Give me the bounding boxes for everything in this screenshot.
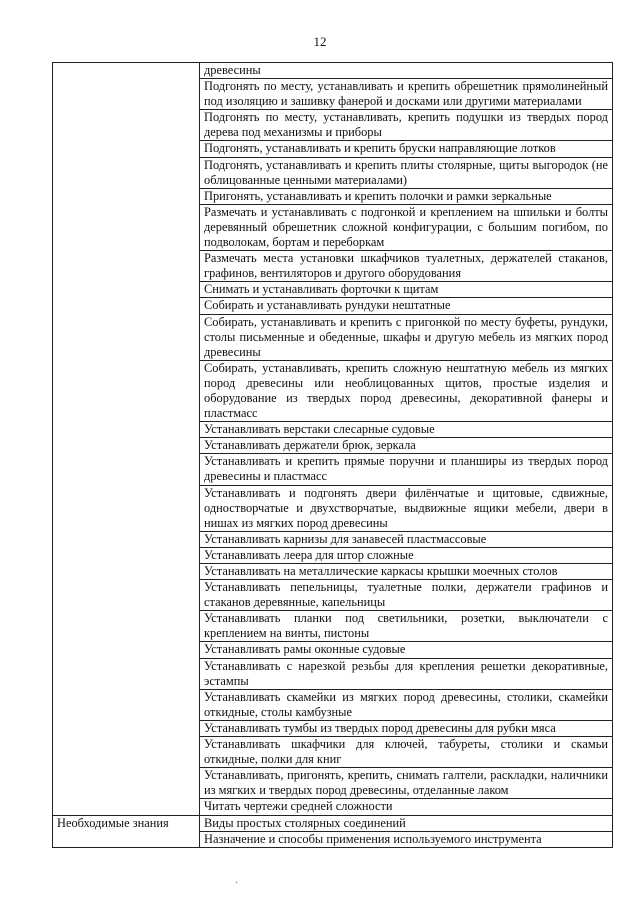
skill-item: Подгонять, устанавливать и крепить бруски направляющие лотков (200, 141, 613, 157)
skill-item: Устанавливать пепельницы, туалетные полки, держатели графинов и стаканов деревянные, капельницы (200, 580, 613, 611)
skill-item: Устанавливать, пригонять, крепить, снимать галтели, раскладки, наличники из мягких и твердых пород древесины, отделанные лаком (200, 768, 613, 799)
skill-item: Устанавливать планки под светильники, розетки, выключатели с креплением на винты, пистоны (200, 611, 613, 642)
skill-item: Пригонять, устанавливать и крепить полочки и рамки зеркальные (200, 188, 613, 204)
table-row (53, 815, 613, 831)
knowledge-item: Виды простых столярных соединений (200, 815, 613, 831)
skill-item: Устанавливать скамейки из мягких пород древесины, столики, скамейки откидные, столы камбузные (200, 689, 613, 720)
skill-item: Собирать, устанавливать, крепить сложную нештатную мебель из мягких пород древесины или необлицованных щитов, простые изделия и оборудование из твердых пород древесины, декоративной фанеры и пластмасс (200, 360, 613, 421)
skill-item: Устанавливать шкафчики для ключей, табуреты, столики и скамьи откидные, полки для книг (200, 737, 613, 768)
scan-mark: · (235, 878, 239, 889)
skill-item: древесины (200, 63, 613, 79)
skill-item: Устанавливать и крепить прямые поручни и планширы из твердых пород древесины и пластмасс (200, 454, 613, 485)
skill-item: Устанавливать держатели брюк, зеркала (200, 438, 613, 454)
skill-item: Снимать и устанавливать форточки к щитам (200, 282, 613, 298)
knowledge-item: Назначение и способы применения используемого инструмента (200, 831, 613, 847)
skill-item: Собирать и устанавливать рундуки нештатные (200, 298, 613, 314)
competency-table (52, 62, 613, 848)
skill-item: Устанавливать тумбы из твердых пород древесины для рубки мяса (200, 720, 613, 736)
skill-item: Устанавливать на металлические каркасы крышки моечных столов (200, 564, 613, 580)
skill-item: Устанавливать и подгонять двери филёнчатые и щитовые, сдвижные, одностворчатые и двухстворчатые, выдвижные ящики мебели, двери в нишах из мягких пород древесины (200, 485, 613, 531)
skill-item: Устанавливать леера для штор сложные (200, 547, 613, 563)
skills-label-cell (53, 63, 200, 816)
skill-item: Размечать и устанавливать с подгонкой и креплением на шпильки и болты деревянный обрешетник сложной конфигурации, с большим погибом, по подволокам, бортам и переборкам (200, 204, 613, 250)
skill-item: Подгонять по месту, устанавливать и крепить обрешетник прямолинейный под изоляцию и зашивку фанерой и досками или другими материалами (200, 79, 613, 110)
table-row (53, 63, 613, 79)
skill-item: Читать чертежи средней сложности (200, 799, 613, 815)
skill-item: Устанавливать рамы оконные судовые (200, 642, 613, 658)
page-number: 12 (313, 34, 327, 49)
skill-item: Устанавливать верстаки слесарные судовые (200, 422, 613, 438)
skill-item: Устанавливать карнизы для занавесей пластмассовые (200, 531, 613, 547)
skill-item: Размечать места установки шкафчиков туалетных, держателей стаканов, графинов, вентиляторов и другого оборудования (200, 251, 613, 282)
skill-item: Подгонять, устанавливать и крепить плиты столярные, щиты выгородок (не облицованные ценными материалами) (200, 157, 613, 188)
skill-item: Подгонять по месту, устанавливать, крепить подушки из твердых пород дерева под механизмы и приборы (200, 110, 613, 141)
section-label: Необходимые знания (53, 815, 200, 847)
skill-item: Устанавливать с нарезкой резьбы для крепления решетки декоративные, эстампы (200, 658, 613, 689)
skill-item: Собирать, устанавливать и крепить с пригонкой по месту буфеты, рундуки, столы письменные и обеденные, шкафы и другую мебель из мягких пород древесины (200, 314, 613, 360)
